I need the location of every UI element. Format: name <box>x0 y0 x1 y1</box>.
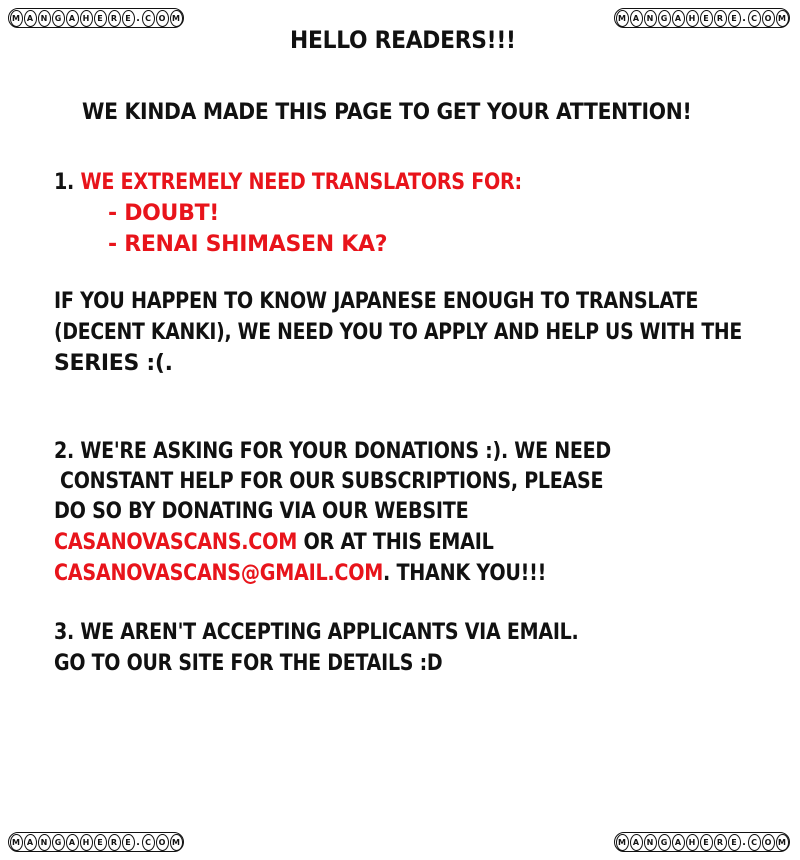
email-link[interactable]: CASANOVASCANS@GMAIL.COM <box>54 561 384 586</box>
watermark-letter: R <box>714 10 727 27</box>
watermark-letter: C <box>142 834 155 851</box>
item3-line-1: 3. WE AREN'T ACCEPTING APPLICANTS VIA EMAIL. <box>54 620 579 645</box>
watermark-letter: E <box>94 834 107 851</box>
watermark-letter: M <box>170 10 183 27</box>
watermark-letter: A <box>66 10 79 27</box>
watermark-letter: N <box>644 10 657 27</box>
intro-text: WE KINDA MADE THIS PAGE TO GET YOUR ATTENTION! <box>82 100 692 125</box>
watermark-letter: E <box>700 834 713 851</box>
watermark-letter: . <box>742 836 746 848</box>
watermark-letter: E <box>700 10 713 27</box>
watermark-letter: N <box>644 834 657 851</box>
item2-line-1: 2. WE'RE ASKING FOR YOUR DONATIONS :). WE NEED <box>54 439 611 464</box>
watermark-letter: M <box>776 834 789 851</box>
watermark-letter: R <box>108 10 121 27</box>
watermark-letter: A <box>630 834 643 851</box>
watermark-letter: E <box>728 10 741 27</box>
website-link[interactable]: CASANOVASCANS.COM <box>54 530 298 555</box>
watermark-letter: M <box>616 10 629 27</box>
watermark-letter: H <box>80 10 93 27</box>
watermark-letter: H <box>686 834 699 851</box>
item1-body-line-1: IF YOU HAPPEN TO KNOW JAPANESE ENOUGH TO TRANSLATE <box>54 289 699 314</box>
watermark-letter: . <box>136 836 140 848</box>
item1-number: 1. <box>54 170 75 195</box>
series-item-renai: - RENAI SHIMASEN KA? <box>108 232 388 257</box>
watermark-letter: H <box>686 10 699 27</box>
watermark-letter: A <box>66 834 79 851</box>
series-item-doubt: - DOUBT! <box>108 201 220 226</box>
watermark-letter: G <box>658 834 671 851</box>
item2-email-line <box>54 559 546 589</box>
watermark-letter: O <box>762 834 775 851</box>
watermark-top-right <box>614 8 790 28</box>
watermark-letter: A <box>672 834 685 851</box>
watermark-letter: C <box>142 10 155 27</box>
watermark-letter: E <box>122 834 135 851</box>
watermark-letter: G <box>52 10 65 27</box>
watermark-letter: N <box>38 834 51 851</box>
item1-body-line-2: (DECENT KANKI), WE NEED YOU TO APPLY AND HELP US WITH THE <box>54 320 743 345</box>
watermark-letter: M <box>10 834 23 851</box>
item1-body-line-3: SERIES :(. <box>54 351 173 376</box>
watermark-letter: E <box>728 834 741 851</box>
watermark-letter: R <box>108 834 121 851</box>
watermark-letter: O <box>156 834 169 851</box>
watermark-letter: R <box>714 834 727 851</box>
watermark-top-left <box>8 8 184 28</box>
watermark-bottom-right <box>614 832 790 852</box>
item2-line-2: CONSTANT HELP FOR OUR SUBSCRIPTIONS, PLEASE <box>60 469 604 494</box>
email-suffix: . THANK YOU!!! <box>383 561 547 586</box>
watermark-letter: . <box>136 12 140 24</box>
item1-heading-line <box>54 168 522 198</box>
watermark-letter: E <box>122 10 135 27</box>
watermark-letter: G <box>658 10 671 27</box>
website-suffix: OR AT THIS EMAIL <box>297 530 494 555</box>
watermark-letter: A <box>672 10 685 27</box>
watermark-letter: N <box>38 10 51 27</box>
watermark-letter: G <box>52 834 65 851</box>
watermark-bottom-left <box>8 832 184 852</box>
watermark-letter: O <box>762 10 775 27</box>
watermark-letter: C <box>748 10 761 27</box>
watermark-letter: O <box>156 10 169 27</box>
watermark-letter: A <box>24 834 37 851</box>
watermark-letter: E <box>94 10 107 27</box>
watermark-letter: C <box>748 834 761 851</box>
item3-line-2: GO TO OUR SITE FOR THE DETAILS :D <box>54 651 443 676</box>
watermark-letter: M <box>776 10 789 27</box>
watermark-letter: A <box>24 10 37 27</box>
watermark-letter: A <box>630 10 643 27</box>
watermark-letter: . <box>742 12 746 24</box>
watermark-letter: M <box>10 10 23 27</box>
item2-website-line <box>54 528 494 558</box>
watermark-letter: H <box>80 834 93 851</box>
watermark-letter: M <box>170 834 183 851</box>
item1-heading: WE EXTREMELY NEED TRANSLATORS FOR: <box>80 170 522 195</box>
watermark-letter: M <box>616 834 629 851</box>
page-title: HELLO READERS!!! <box>290 26 516 54</box>
item2-line-3: DO SO BY DONATING VIA OUR WEBSITE <box>54 499 469 524</box>
